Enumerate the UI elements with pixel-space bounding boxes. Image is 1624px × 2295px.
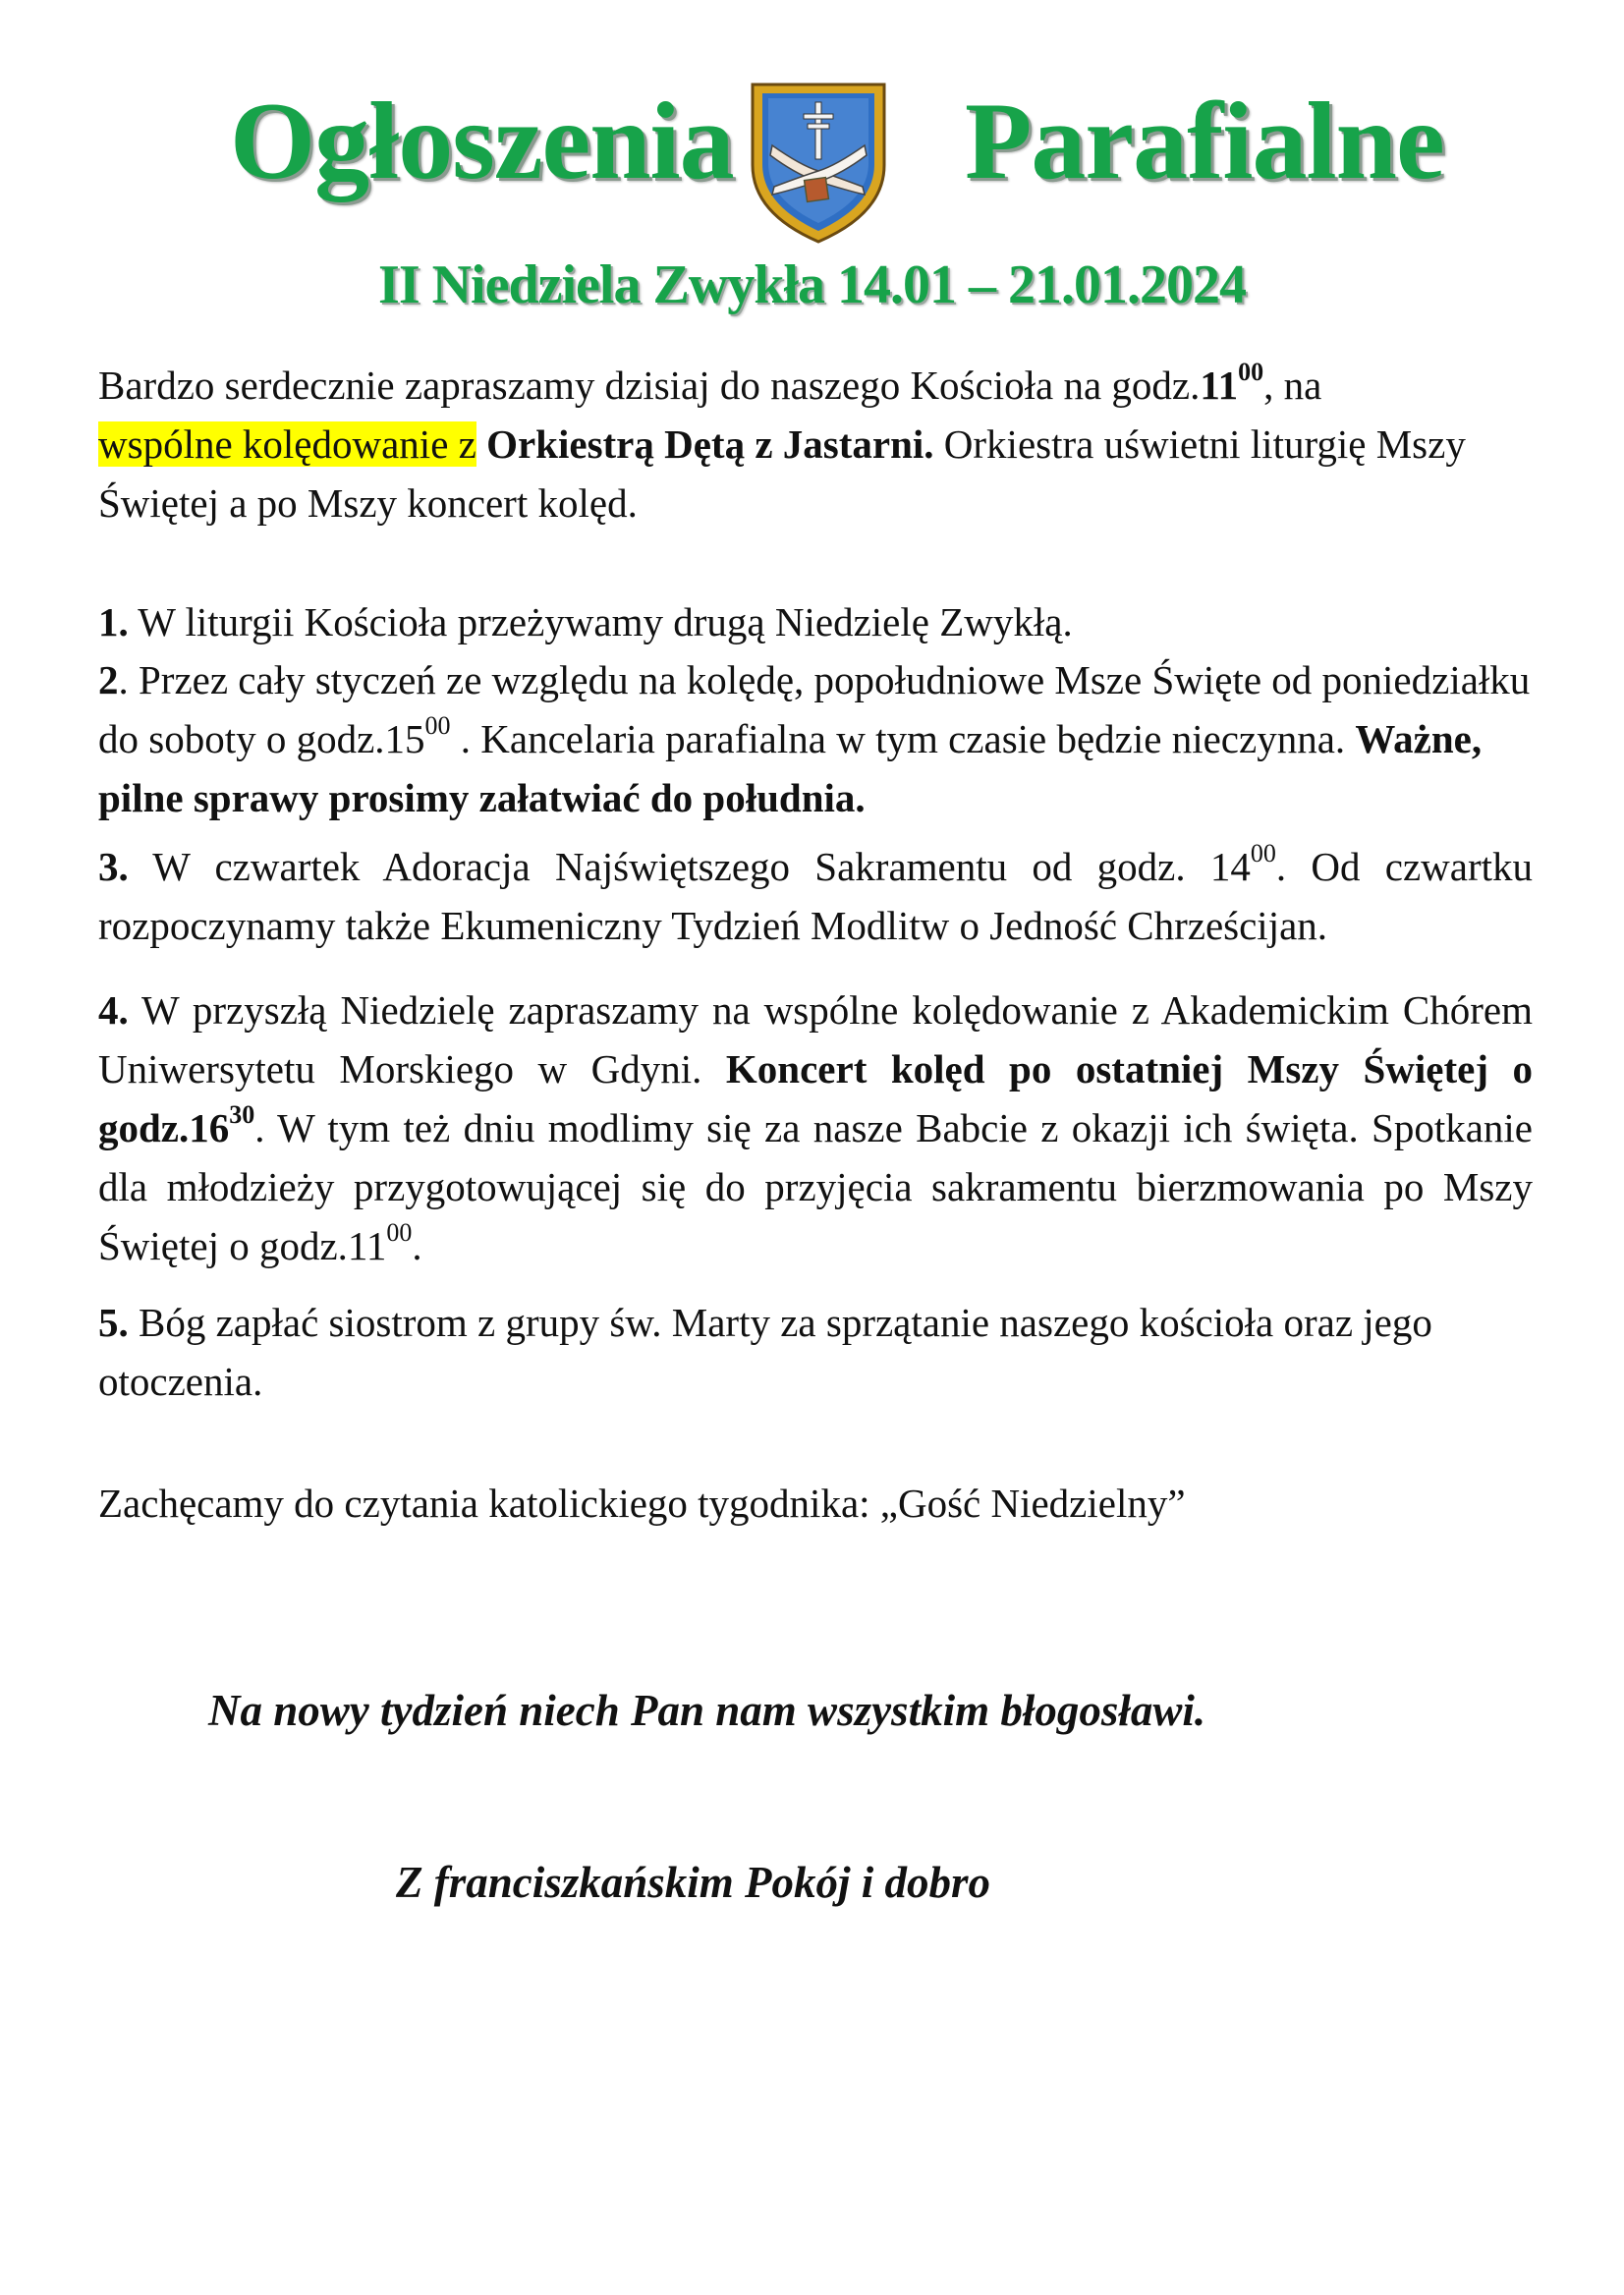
closing-greeting: Z franciszkańskim Pokój i dobro <box>396 1858 991 1907</box>
list-item-2 <box>98 650 1533 827</box>
item-text: Bóg zapłać siostrom z grupy św. Marty za sprzątanie naszego kościoła oraz jego otoczenia. <box>98 1300 1432 1404</box>
item-number: 1. <box>98 599 129 644</box>
intro-text-3: Orkiestra uświetni liturgię Mszy Świętej a po Mszy koncert kolęd. <box>98 421 1466 526</box>
item-text-end: . <box>412 1223 422 1268</box>
item-text-cont: . Od czwartku rozpoczynamy także Ekumeniczny Tydzień Modlitw o Jedność Chrześcijan. <box>98 844 1533 948</box>
intro-paragraph <box>98 356 1533 532</box>
page-subtitle: II Niedziela Zwykła 14.01 – 21.01.2024 <box>378 254 1246 315</box>
list-item-1 <box>98 592 1533 651</box>
item-text: W czwartek Adoracja Najświętszego Sakramentu od godz. 14 <box>128 844 1251 889</box>
item-number: 3. <box>98 844 129 889</box>
header <box>0 69 1624 265</box>
item-bold: Ważne, pilne sprawy prosimy załatwiać do południa. <box>98 716 1483 820</box>
item-number: 5. <box>98 1300 129 1345</box>
item-sup: 00 <box>1250 839 1276 868</box>
item-number: 2 <box>98 657 119 702</box>
highlighted-text: wspólne kolędowanie z <box>98 421 476 467</box>
title-right: Parafialne <box>965 81 1444 202</box>
intro-time-sup: 00 <box>1238 358 1264 387</box>
item-text: W przyszłą Niedzielę zapraszamy na wspólne kolędowanie z Akademickim Chórem Uniwersytetu Morskiego w Gdyni. <box>98 987 1533 1092</box>
title-left: Ogłoszenia <box>230 81 734 202</box>
item-number: 4. <box>98 987 129 1033</box>
announcement-body <box>98 356 1533 1533</box>
closing-blessing: Na nowy tydzień niech Pan nam wszystkim błogosławi. <box>208 1686 1206 1735</box>
item-text-cont: . Kancelaria parafialna w tym czasie będzie nieczynna. <box>450 716 1356 761</box>
intro-time: 11 <box>1200 363 1239 408</box>
list-item-5 <box>98 1293 1533 1411</box>
intro-text-2: , na <box>1263 363 1322 408</box>
list-item-4 <box>98 980 1533 1275</box>
franciscan-shield-icon <box>745 77 892 246</box>
list-item-3 <box>98 837 1533 955</box>
reading-recommendation: Zachęcamy do czytania katolickiego tygodnika: „Gość Niedzielny” <box>98 1481 1186 1526</box>
item-sup: 00 <box>424 711 451 741</box>
item-text: W liturgii Kościoła przeżywamy drugą Niedzielę Zwykłą. <box>128 599 1073 644</box>
item-bold: Koncert kolęd po ostatniej Mszy Świętej o godz.16 <box>98 1046 1533 1150</box>
item-text: . Przez cały styczeń ze względu na kolędę, popołudniowe Msze Święte od poniedziałku do soboty o godz.15 <box>98 657 1531 761</box>
intro-text-1: Bardzo serdecznie zapraszamy dzisiaj do naszego Kościoła na godz. <box>98 363 1201 408</box>
item-text-cont: . W tym też dniu modlimy się za nasze Babcie z okazji ich święta. Spotkanie dla młodzieży przygotowującej się do przyjęcia sakramentu bierzmowania po Mszy Świętej o godz.11 <box>98 1105 1533 1268</box>
item-sup: 00 <box>386 1218 413 1248</box>
orchestra-name: Orkiestrą Dętą z Jastarni. <box>486 421 934 467</box>
item-bold-sup: 30 <box>229 1100 255 1130</box>
